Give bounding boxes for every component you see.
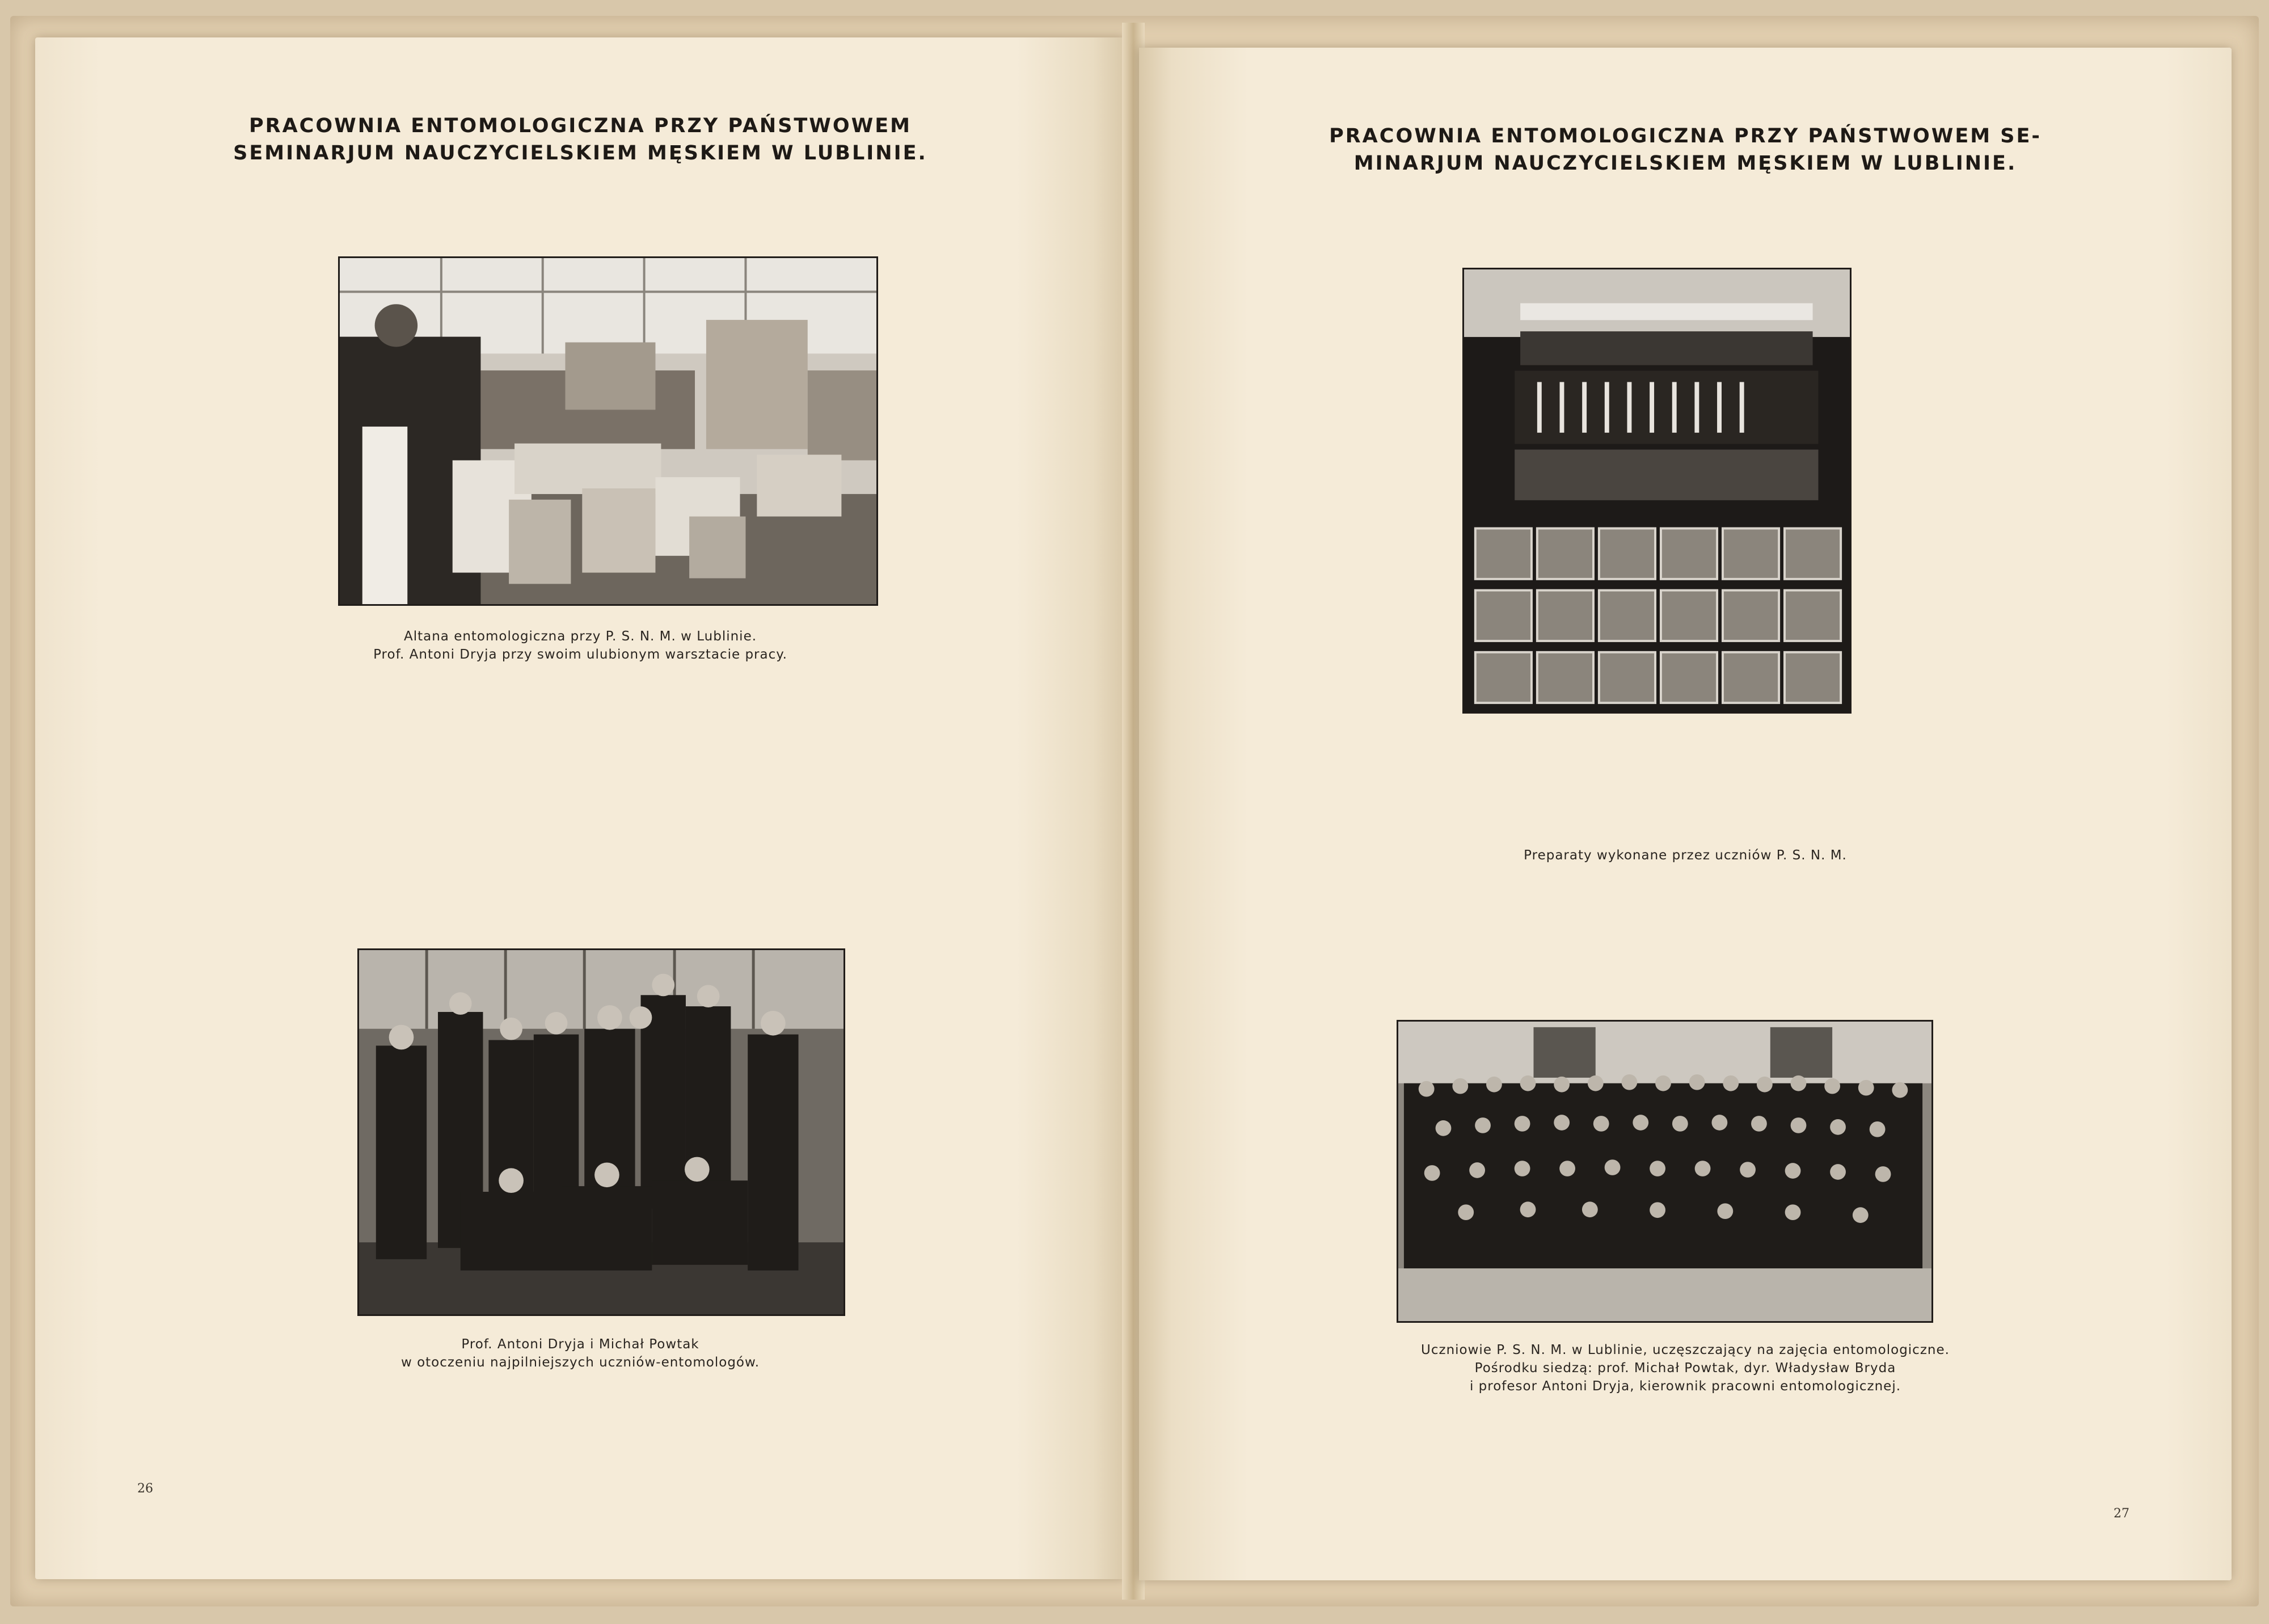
left-page (35, 37, 1125, 1579)
photo-2-caption (35, 1335, 1125, 1372)
left-heading-line-1: PRACOWNIA ENTOMOLOGICZNA PRZY PAŃSTWOWEM (248, 115, 912, 137)
photo-students-group (1397, 1020, 1933, 1323)
right-heading-line-1: PRACOWNIA ENTOMOLOGICZNA PRZY PAŃSTWOWEM SE- (1329, 125, 2042, 147)
left-page-number: 26 (137, 1482, 153, 1496)
photo-insect-specimens (1462, 268, 1852, 714)
photo-4-caption (1139, 1341, 2232, 1395)
photo-4-caption-line-1: Uczniowie P. S. N. M. w Lublinie, uczęszczający na zajęcia entomologiczne. (1421, 1343, 1950, 1357)
photo-1-caption (35, 627, 1125, 664)
photo-4-caption-line-3: i profesor Antoni Dryja, kierownik pracowni entomologicznej. (1469, 1379, 1901, 1394)
photo-3-caption (1139, 846, 2232, 864)
left-heading-line-2: SEMINARJUM NAUCZYCIELSKIEM MĘSKIEM W LUBLINIE. (233, 142, 927, 164)
right-page-heading (1139, 123, 2232, 177)
photo-3-caption-line-1: Preparaty wykonane przez uczniów P. S. N. M. (1524, 848, 1847, 863)
right-page-number: 27 (2114, 1507, 2129, 1521)
photo-2-caption-line-2: w otoczeniu najpilniejszych uczniów-entomologów. (400, 1355, 760, 1370)
photo-2-caption-line-1: Prof. Antoni Dryja i Michał Powtak (461, 1337, 699, 1352)
photo-4-caption-line-2: Pośrodku siedzą: prof. Michał Powtak, dyr. Władysław Bryda (1474, 1361, 1896, 1376)
right-heading-line-2: MINARJUM NAUCZYCIELSKIEM MĘSKIEM W LUBLINIE. (1353, 152, 2017, 175)
right-page (1139, 48, 2232, 1580)
photo-1-caption-line-2: Prof. Antoni Dryja przy swoim ulubionym warsztacie pracy. (373, 647, 787, 662)
photo-1-caption-line-1: Altana entomologiczna przy P. S. N. M. w Lublinie. (403, 629, 757, 644)
photo-professors-with-students (357, 948, 845, 1316)
left-page-heading (35, 112, 1125, 167)
photo-entomology-pavilion (338, 256, 878, 606)
